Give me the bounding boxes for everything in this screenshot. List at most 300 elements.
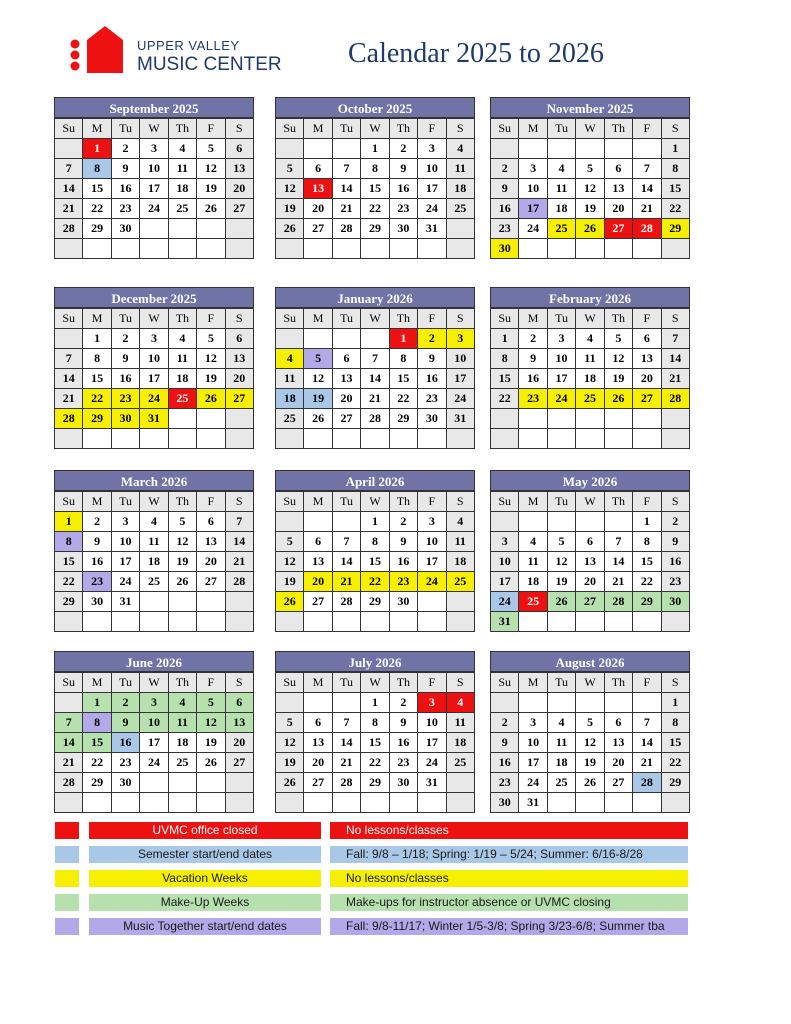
day-cell: 5	[576, 159, 604, 179]
day-cell: 18	[446, 179, 474, 199]
day-cell: 10	[491, 552, 519, 572]
day-cell: 9	[418, 349, 446, 369]
day-cell: 13	[633, 349, 661, 369]
day-cell: 29	[633, 592, 661, 612]
empty-cell	[491, 409, 519, 429]
day-cell: 13	[332, 369, 360, 389]
empty-cell	[491, 429, 519, 449]
day-cell: 29	[361, 773, 389, 793]
day-cell: 20	[304, 572, 332, 592]
month-title: November 2025	[490, 97, 690, 118]
empty-cell	[576, 612, 604, 632]
day-cell: 12	[276, 733, 304, 753]
day-cell: 21	[225, 552, 253, 572]
day-cell: 8	[661, 159, 689, 179]
day-cell: 30	[83, 592, 111, 612]
empty-cell	[111, 239, 139, 259]
weekday-header: S	[661, 492, 689, 512]
empty-cell	[446, 773, 474, 793]
empty-cell	[633, 429, 661, 449]
day-cell: 23	[389, 753, 417, 773]
day-cell: 3	[446, 329, 474, 349]
day-cell: 26	[604, 389, 632, 409]
day-cell: 2	[111, 693, 139, 713]
day-cell: 26	[576, 219, 604, 239]
empty-cell	[361, 429, 389, 449]
day-cell: 28	[604, 592, 632, 612]
weekday-header: W	[576, 492, 604, 512]
day-cell: 2	[661, 512, 689, 532]
empty-cell	[55, 239, 83, 259]
day-cell: 2	[389, 693, 417, 713]
day-cell: 17	[140, 179, 168, 199]
day-cell: 29	[389, 409, 417, 429]
day-cell: 23	[111, 199, 139, 219]
day-cell: 19	[197, 733, 225, 753]
day-cell: 29	[661, 773, 689, 793]
weekday-header: Th	[168, 309, 196, 329]
day-cell: 3	[140, 693, 168, 713]
empty-cell	[276, 329, 304, 349]
weekday-header: Th	[168, 119, 196, 139]
day-cell: 23	[491, 219, 519, 239]
day-cell: 22	[361, 753, 389, 773]
day-cell: 15	[83, 733, 111, 753]
day-cell: 24	[491, 592, 519, 612]
day-cell: 1	[361, 512, 389, 532]
day-cell: 11	[446, 159, 474, 179]
day-cell: 19	[547, 572, 575, 592]
day-cell: 10	[519, 733, 547, 753]
day-cell: 27	[225, 199, 253, 219]
day-cell: 19	[197, 179, 225, 199]
day-cell: 29	[83, 219, 111, 239]
legend-description: Fall: 9/8-11/17; Winter 1/5-3/8; Spring 3/23-6/8; Summer tba	[330, 918, 688, 935]
day-cell: 8	[361, 159, 389, 179]
day-cell: 22	[83, 199, 111, 219]
day-cell: 23	[418, 389, 446, 409]
day-cell: 24	[140, 199, 168, 219]
empty-cell	[197, 612, 225, 632]
day-cell: 4	[168, 139, 196, 159]
empty-cell	[519, 139, 547, 159]
weekday-header: Tu	[547, 492, 575, 512]
day-cell: 13	[576, 552, 604, 572]
empty-cell	[197, 793, 225, 813]
day-cell: 8	[361, 713, 389, 733]
day-cell: 22	[661, 753, 689, 773]
day-cell: 14	[633, 179, 661, 199]
day-cell: 3	[418, 139, 446, 159]
day-cell: 1	[361, 139, 389, 159]
day-cell: 20	[225, 733, 253, 753]
legend-swatch	[55, 846, 79, 863]
day-cell: 20	[604, 199, 632, 219]
empty-cell	[446, 239, 474, 259]
empty-cell	[140, 239, 168, 259]
day-cell: 5	[604, 329, 632, 349]
day-cell: 25	[168, 389, 196, 409]
empty-cell	[276, 429, 304, 449]
empty-cell	[225, 592, 253, 612]
day-cell: 14	[225, 532, 253, 552]
weekday-header: F	[633, 309, 661, 329]
day-cell: 18	[446, 733, 474, 753]
empty-cell	[389, 429, 417, 449]
empty-cell	[547, 612, 575, 632]
weekday-header: S	[446, 673, 474, 693]
day-cell: 9	[83, 532, 111, 552]
month-calendar	[54, 470, 254, 632]
empty-cell	[140, 612, 168, 632]
day-cell: 2	[491, 159, 519, 179]
day-cell: 28	[332, 219, 360, 239]
day-cell: 17	[418, 733, 446, 753]
legend-description: Make-ups for instructor absence or UVMC closing	[330, 894, 688, 911]
day-cell: 24	[418, 199, 446, 219]
empty-cell	[389, 239, 417, 259]
day-cell: 20	[304, 753, 332, 773]
day-cell: 24	[111, 572, 139, 592]
day-cell: 22	[83, 389, 111, 409]
weekday-header: W	[140, 673, 168, 693]
day-cell: 6	[304, 532, 332, 552]
day-cell: 8	[83, 713, 111, 733]
empty-cell	[576, 139, 604, 159]
day-cell: 5	[168, 512, 196, 532]
empty-cell	[168, 793, 196, 813]
day-cell: 17	[140, 733, 168, 753]
month-calendar	[275, 97, 475, 259]
empty-cell	[83, 793, 111, 813]
day-cell: 17	[446, 369, 474, 389]
empty-cell	[332, 612, 360, 632]
day-cell: 24	[547, 389, 575, 409]
day-cell: 2	[83, 512, 111, 532]
day-cell: 23	[389, 572, 417, 592]
empty-cell	[389, 612, 417, 632]
day-cell: 11	[168, 159, 196, 179]
day-cell: 4	[576, 329, 604, 349]
empty-cell	[491, 512, 519, 532]
empty-cell	[304, 693, 332, 713]
empty-cell	[304, 329, 332, 349]
day-cell: 12	[197, 159, 225, 179]
legend-label: Vacation Weeks	[89, 870, 321, 887]
day-cell: 2	[111, 329, 139, 349]
day-cell: 5	[197, 139, 225, 159]
day-cell: 27	[604, 773, 632, 793]
empty-cell	[661, 612, 689, 632]
weekday-header: Th	[389, 673, 417, 693]
day-cell: 2	[111, 139, 139, 159]
day-cell: 16	[111, 369, 139, 389]
empty-cell	[332, 512, 360, 532]
empty-cell	[225, 773, 253, 793]
day-cell: 13	[197, 532, 225, 552]
day-cell: 4	[547, 159, 575, 179]
day-cell: 22	[389, 389, 417, 409]
day-cell: 17	[519, 199, 547, 219]
empty-cell	[576, 512, 604, 532]
legend-row	[55, 870, 695, 887]
month-calendar	[490, 651, 690, 813]
weekday-header: W	[140, 119, 168, 139]
weekday-header: W	[140, 309, 168, 329]
day-cell: 9	[389, 159, 417, 179]
day-cell: 17	[519, 753, 547, 773]
empty-cell	[197, 773, 225, 793]
empty-cell	[547, 793, 575, 813]
day-cell: 14	[55, 733, 83, 753]
day-cell: 19	[604, 369, 632, 389]
day-cell: 19	[576, 199, 604, 219]
day-cell: 21	[332, 199, 360, 219]
empty-cell	[332, 239, 360, 259]
empty-cell	[633, 139, 661, 159]
day-cell: 25	[446, 753, 474, 773]
day-cell: 28	[332, 592, 360, 612]
month-table	[54, 308, 254, 449]
empty-cell	[446, 592, 474, 612]
day-cell: 23	[111, 389, 139, 409]
weekday-header: W	[576, 309, 604, 329]
empty-cell	[225, 239, 253, 259]
empty-cell	[83, 239, 111, 259]
day-cell: 4	[276, 349, 304, 369]
empty-cell	[519, 429, 547, 449]
day-cell: 30	[418, 409, 446, 429]
month-title: June 2026	[54, 651, 254, 672]
empty-cell	[168, 592, 196, 612]
day-cell: 4	[547, 713, 575, 733]
weekday-header: F	[418, 119, 446, 139]
weekday-header: Tu	[332, 492, 360, 512]
day-cell: 28	[55, 219, 83, 239]
day-cell: 28	[55, 773, 83, 793]
empty-cell	[111, 429, 139, 449]
weekday-header: F	[633, 492, 661, 512]
month-calendar	[54, 97, 254, 259]
month-title: April 2026	[275, 470, 475, 491]
day-cell: 14	[604, 552, 632, 572]
weekday-header: M	[83, 309, 111, 329]
day-cell: 29	[361, 592, 389, 612]
day-cell: 8	[491, 349, 519, 369]
day-cell: 31	[140, 409, 168, 429]
empty-cell	[197, 409, 225, 429]
day-cell: 26	[304, 409, 332, 429]
day-cell: 16	[389, 552, 417, 572]
day-cell: 10	[547, 349, 575, 369]
day-cell: 1	[83, 693, 111, 713]
day-cell: 11	[519, 552, 547, 572]
day-cell: 8	[55, 532, 83, 552]
day-cell: 7	[633, 159, 661, 179]
day-cell: 3	[519, 713, 547, 733]
empty-cell	[304, 612, 332, 632]
legend-label: UVMC office closed	[89, 822, 321, 839]
day-cell: 30	[491, 239, 519, 259]
day-cell: 13	[304, 552, 332, 572]
empty-cell	[276, 512, 304, 532]
empty-cell	[418, 793, 446, 813]
day-cell: 23	[83, 572, 111, 592]
day-cell: 23	[111, 753, 139, 773]
weekday-header: M	[519, 673, 547, 693]
day-cell: 12	[276, 179, 304, 199]
legend	[55, 822, 695, 942]
day-cell: 7	[661, 329, 689, 349]
weekday-header: S	[225, 119, 253, 139]
day-cell: 16	[389, 179, 417, 199]
empty-cell	[491, 139, 519, 159]
empty-cell	[332, 693, 360, 713]
day-cell: 3	[519, 159, 547, 179]
day-cell: 6	[225, 329, 253, 349]
day-cell: 18	[276, 389, 304, 409]
day-cell: 15	[83, 369, 111, 389]
day-cell: 12	[304, 369, 332, 389]
month-table	[275, 491, 475, 632]
weekday-header: Th	[604, 492, 632, 512]
weekday-header: S	[661, 119, 689, 139]
music-center-logo-icon	[66, 24, 128, 76]
day-cell: 7	[55, 713, 83, 733]
day-cell: 19	[576, 753, 604, 773]
day-cell: 22	[361, 199, 389, 219]
day-cell: 20	[197, 552, 225, 572]
day-cell: 11	[168, 713, 196, 733]
empty-cell	[446, 793, 474, 813]
empty-cell	[633, 239, 661, 259]
day-cell: 25	[276, 409, 304, 429]
day-cell: 15	[361, 552, 389, 572]
day-cell: 5	[276, 532, 304, 552]
empty-cell	[55, 139, 83, 159]
logo	[66, 22, 306, 78]
weekday-header: S	[225, 673, 253, 693]
empty-cell	[111, 793, 139, 813]
legend-row	[55, 822, 695, 839]
day-cell: 14	[332, 733, 360, 753]
month-title: July 2026	[275, 651, 475, 672]
weekday-header: Tu	[547, 119, 575, 139]
day-cell: 3	[491, 532, 519, 552]
day-cell: 9	[111, 159, 139, 179]
weekday-header: M	[83, 119, 111, 139]
month-calendar	[490, 97, 690, 259]
weekday-header: Su	[276, 673, 304, 693]
legend-swatch	[55, 918, 79, 935]
empty-cell	[276, 693, 304, 713]
day-cell: 8	[83, 349, 111, 369]
month-table	[490, 118, 690, 259]
day-cell: 9	[389, 713, 417, 733]
empty-cell	[661, 793, 689, 813]
empty-cell	[547, 429, 575, 449]
day-cell: 25	[140, 572, 168, 592]
empty-cell	[225, 409, 253, 429]
day-cell: 9	[661, 532, 689, 552]
day-cell: 16	[111, 179, 139, 199]
day-cell: 28	[661, 389, 689, 409]
empty-cell	[140, 219, 168, 239]
weekday-header: Th	[389, 309, 417, 329]
empty-cell	[140, 773, 168, 793]
month-calendar	[275, 287, 475, 449]
weekday-header: S	[446, 309, 474, 329]
day-cell: 5	[197, 693, 225, 713]
day-cell: 31	[111, 592, 139, 612]
day-cell: 30	[389, 592, 417, 612]
empty-cell	[168, 409, 196, 429]
weekday-header: W	[576, 673, 604, 693]
day-cell: 29	[83, 773, 111, 793]
day-cell: 14	[55, 179, 83, 199]
day-cell: 21	[55, 753, 83, 773]
empty-cell	[576, 239, 604, 259]
day-cell: 11	[446, 532, 474, 552]
empty-cell	[519, 693, 547, 713]
day-cell: 18	[168, 369, 196, 389]
empty-cell	[576, 429, 604, 449]
day-cell: 26	[168, 572, 196, 592]
empty-cell	[140, 429, 168, 449]
weekday-header: Tu	[111, 309, 139, 329]
day-cell: 4	[168, 329, 196, 349]
empty-cell	[304, 512, 332, 532]
day-cell: 28	[361, 409, 389, 429]
day-cell: 19	[276, 753, 304, 773]
day-cell: 21	[332, 753, 360, 773]
day-cell: 10	[418, 713, 446, 733]
day-cell: 17	[418, 179, 446, 199]
empty-cell	[168, 219, 196, 239]
day-cell: 20	[304, 199, 332, 219]
weekday-header: M	[304, 673, 332, 693]
day-cell: 14	[332, 552, 360, 572]
day-cell: 14	[55, 369, 83, 389]
day-cell: 6	[197, 512, 225, 532]
weekday-header: M	[519, 309, 547, 329]
day-cell: 10	[418, 159, 446, 179]
weekday-header: M	[83, 673, 111, 693]
day-cell: 14	[332, 179, 360, 199]
weekday-header: M	[519, 492, 547, 512]
day-cell: 16	[111, 733, 139, 753]
day-cell: 24	[519, 773, 547, 793]
day-cell: 19	[304, 389, 332, 409]
weekday-header: W	[361, 309, 389, 329]
empty-cell	[418, 239, 446, 259]
day-cell: 9	[491, 733, 519, 753]
day-cell: 3	[140, 329, 168, 349]
day-cell: 4	[446, 512, 474, 532]
legend-swatch	[55, 822, 79, 839]
weekday-header: Tu	[332, 309, 360, 329]
day-cell: 7	[225, 512, 253, 532]
day-cell: 6	[332, 349, 360, 369]
legend-label: Music Together start/end dates	[89, 918, 321, 935]
empty-cell	[547, 693, 575, 713]
day-cell: 31	[446, 409, 474, 429]
day-cell: 28	[633, 219, 661, 239]
day-cell: 30	[491, 793, 519, 813]
day-cell: 15	[83, 179, 111, 199]
day-cell: 28	[332, 773, 360, 793]
day-cell: 22	[661, 199, 689, 219]
